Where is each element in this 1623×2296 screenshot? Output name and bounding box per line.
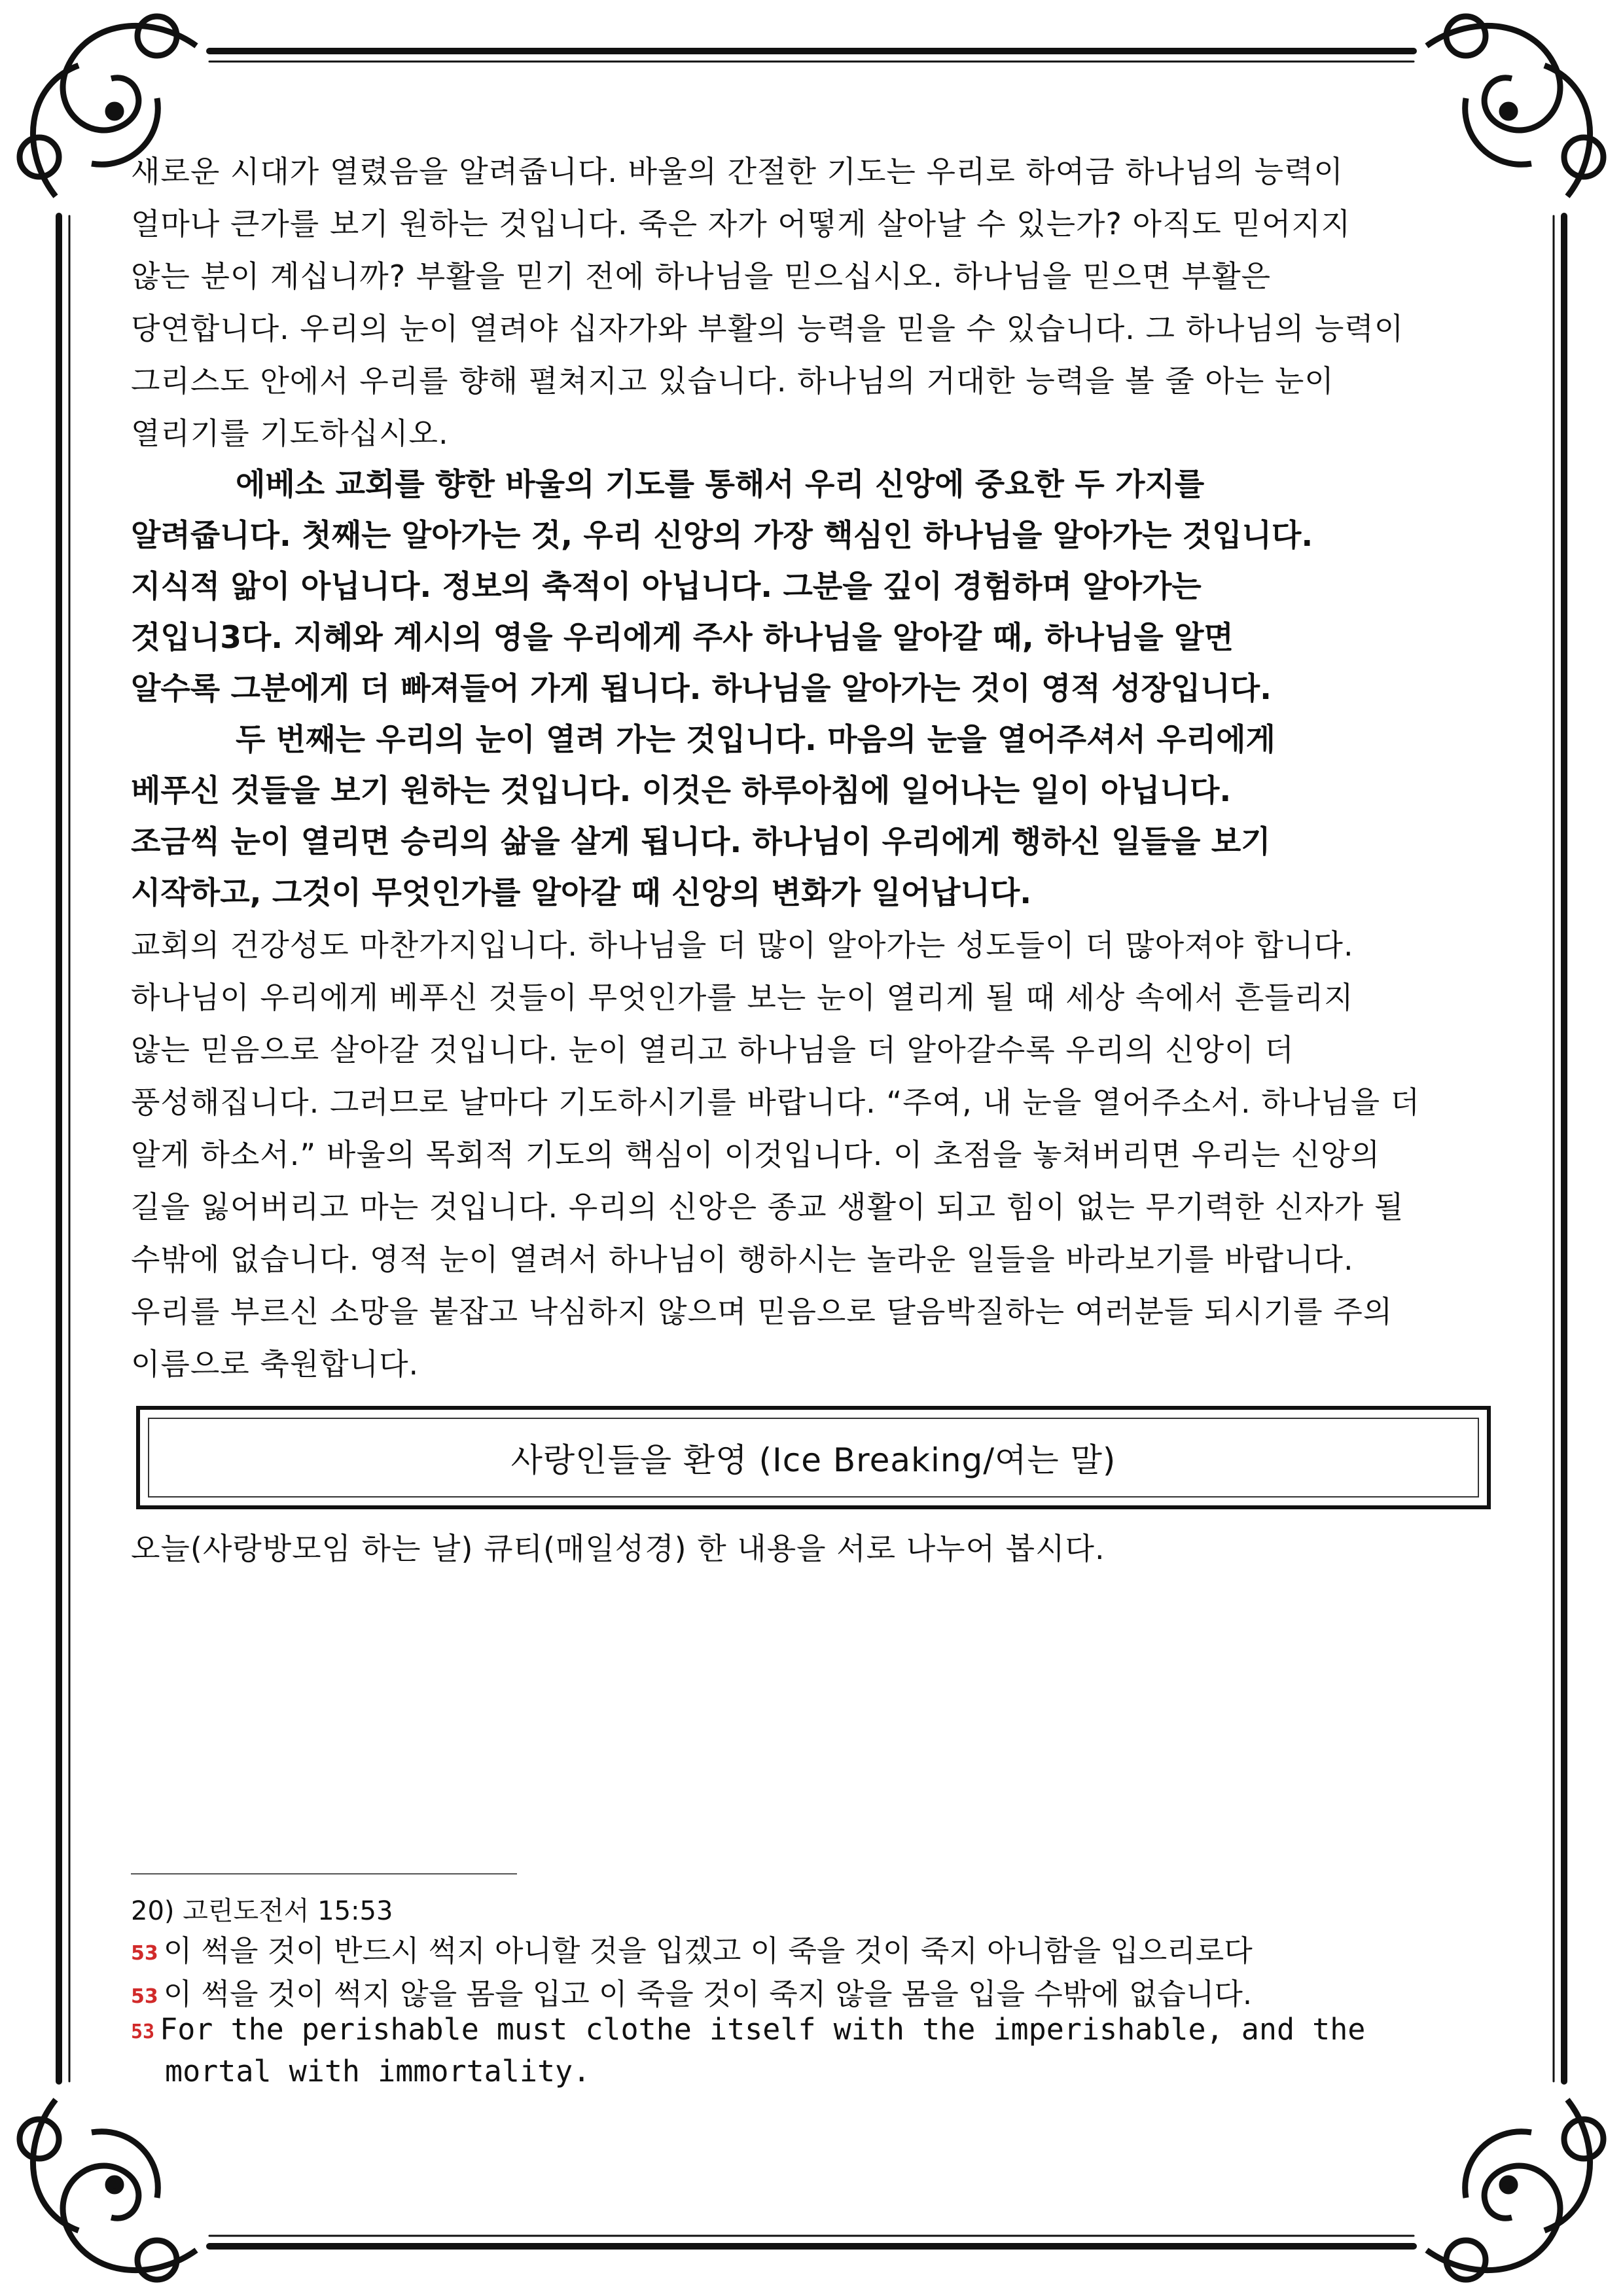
- body-paragraph-2: [131, 919, 1492, 1390]
- text-line: 알게 하소서.” 바울의 목회적 기도의 핵심이 이것입니다. 이 초점을 놓쳐버리면 우리는 신앙의: [131, 1137, 1381, 1172]
- text-line: 않는 믿음으로 살아갈 것입니다. 눈이 열리고 하나님을 더 알아갈수록 우리의 신앙이 더: [131, 1032, 1294, 1067]
- bold-paragraph-2: [131, 715, 1492, 919]
- text-line: 것입니3다. 지혜와 계시의 영을 우리에게 주사 하나님을 알아갈 때, 하나님을 알면: [131, 620, 1234, 656]
- text-line: 당연합니다. 우리의 눈이 열려야 십자가와 부활의 능력을 믿을 수 있습니다. 그 하나님의 능력이: [131, 311, 1404, 346]
- corner-ornament-bottom-right: [1427, 2100, 1603, 2280]
- text-line: 않는 분이 계십니까? 부활을 믿기 전에 하나님을 믿으십시오. 하나님을 믿으면 부활은: [131, 259, 1272, 294]
- text-line: 알수록 그분에게 더 빠져들어 가게 됩니다. 하나님을 알아가는 것이 영적 성장입니다.: [131, 671, 1272, 707]
- text-line: 얼마나 큰가를 보기 원하는 것입니다. 죽은 자가 어떻게 살아날 수 있는가? 아직도 믿어지지: [131, 206, 1351, 242]
- main-content: [131, 145, 1492, 1390]
- text-line: 새로운 시대가 열렸음을 알려줍니다. 바울의 간절한 기도는 우리로 하여금 하나님의 능력이: [131, 154, 1344, 189]
- text-line: 수밖에 없습니다. 영적 눈이 열려서 하나님이 행하시는 놀라운 일들을 바라보기를 바랍니다.: [131, 1242, 1354, 1277]
- footnote-line: [131, 1970, 1252, 2013]
- verse-number: 53: [131, 2020, 155, 2043]
- text-line: 두 번째는 우리의 눈이 열려 가는 것입니다. 마음의 눈을 열어주셔서 우리에게: [236, 722, 1275, 758]
- section-title: 사랑인들을 환영 (Ice Breaking/여는 말): [510, 1441, 1116, 1479]
- footnote-line: [131, 2012, 1365, 2047]
- section-title-box: [136, 1406, 1491, 1509]
- corner-ornament-bottom-left: [20, 2100, 196, 2280]
- text-line: 베푸신 것들을 보기 원하는 것입니다. 이것은 하루아침에 일어나는 일이 아닙니다.: [131, 773, 1232, 809]
- section-prompt: 오늘(사랑방모임 하는 날) 큐티(매일성경) 한 내용을 서로 나누어 봅시다.: [131, 1531, 1105, 1566]
- text-line: 지식적 앎이 아닙니다. 정보의 축적이 아닙니다. 그분을 깊이 경험하며 알아가는: [131, 569, 1202, 605]
- footnote-continuation: mortal with immortality.: [165, 2054, 591, 2089]
- footnote-text: 이 썩을 것이 썩지 않을 몸을 입고 이 죽을 것이 죽지 않을 몸을 입을 수밖에 없습니다.: [163, 1977, 1253, 2011]
- text-line: 풍성해집니다. 그러므로 날마다 기도하시기를 바랍니다. “주여, 내 눈을 열어주소서. 하나님을 더: [131, 1085, 1421, 1120]
- text-line: 길을 잃어버리고 마는 것입니다. 우리의 신앙은 종교 생활이 되고 힘이 없는 무기력한 신자가 될: [131, 1189, 1404, 1225]
- section-title-inner-border: [148, 1418, 1479, 1498]
- body-paragraph-1: [131, 145, 1492, 459]
- footnote-divider: [131, 1873, 517, 1874]
- footnote-text: For the perishable must clothe itself with the imperishable, and the: [160, 2012, 1366, 2047]
- text-line: 조금씩 눈이 열리면 승리의 삶을 살게 됩니다. 하나님이 우리에게 행하신 일들을 보기: [131, 824, 1271, 860]
- footnote-reference: 20) 고린도전서 15:53: [131, 1896, 393, 1926]
- text-line: 하나님이 우리에게 베푸신 것들이 무엇인가를 보는 눈이 열리게 될 때 세상 속에서 흔들리지: [131, 980, 1354, 1015]
- text-line: 열리기를 기도하십시오.: [131, 416, 449, 451]
- footnote-line: [131, 1927, 1253, 1969]
- text-line: 알려줍니다. 첫째는 알아가는 것, 우리 신앙의 가장 핵심인 하나님을 알아가는 것입니다.: [131, 518, 1313, 554]
- bold-paragraph-1: [131, 459, 1492, 715]
- text-line: 우리를 부르신 소망을 붙잡고 낙심하지 않으며 믿음으로 달음박질하는 여러분들 되시기를 주의: [131, 1294, 1393, 1329]
- text-line: 이름으로 축원합니다.: [131, 1346, 419, 1382]
- verse-number: 53: [131, 1985, 158, 2008]
- text-line: 시작하고, 그것이 무엇인가를 알아갈 때 신앙의 변화가 일어납니다.: [131, 875, 1032, 911]
- text-line: 그리스도 안에서 우리를 향해 펼쳐지고 있습니다. 하나님의 거대한 능력을 볼 줄 아는 눈이: [131, 363, 1334, 399]
- footnote-text: 이 썩을 것이 반드시 썩지 아니할 것을 입겠고 이 죽을 것이 죽지 아니함을 입으리로다: [163, 1933, 1253, 1968]
- verse-number: 53: [131, 1942, 158, 1965]
- text-line: 교회의 건강성도 마찬가지입니다. 하나님을 더 많이 알아가는 성도들이 더 많아져야 합니다.: [131, 927, 1354, 963]
- text-line: 에베소 교회를 향한 바울의 기도를 통해서 우리 신앙에 중요한 두 가지를: [236, 467, 1205, 503]
